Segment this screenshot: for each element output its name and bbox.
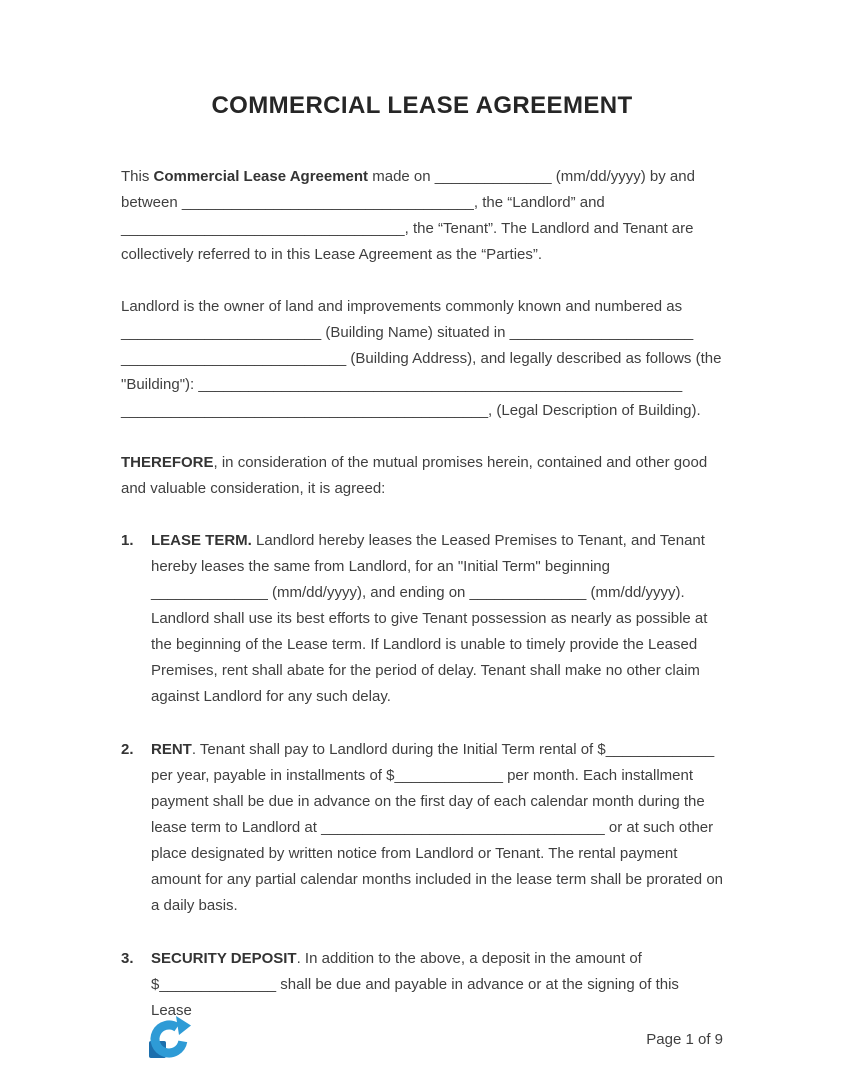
intro-paragraph bbox=[121, 164, 723, 268]
therefore-paragraph bbox=[121, 450, 723, 502]
clause-title: LEASE TERM. bbox=[151, 532, 252, 549]
intro-paragraph-bold: Commercial Lease Agreement bbox=[153, 168, 369, 185]
clause-text bbox=[151, 528, 723, 710]
page-number: Page 1 of 9 bbox=[646, 1030, 723, 1048]
clause-number: 2. bbox=[121, 741, 134, 758]
intro-paragraph-pre: This bbox=[121, 168, 154, 185]
therefore-rest: , in consideration of the mutual promises herein, contained and other good and valuable consideration, it is agreed: bbox=[121, 454, 708, 497]
clause-number: 3. bbox=[121, 950, 134, 967]
clause-body: . In addition to the above, a deposit in the amount of $______________ shall be due and payable in advance or at the signing of this Lease bbox=[151, 950, 679, 1019]
document-title: COMMERCIAL LEASE AGREEMENT bbox=[211, 92, 633, 119]
therefore-bold: THEREFORE bbox=[121, 454, 214, 471]
logo-arrowhead bbox=[176, 1016, 191, 1035]
clause-text bbox=[151, 737, 723, 919]
clause-security-deposit bbox=[121, 946, 723, 1024]
clause-title: SECURITY DEPOSIT bbox=[151, 950, 297, 967]
page-footer bbox=[121, 1016, 723, 1062]
building-paragraph: Landlord is the owner of land and improvements commonly known and numbered as ________________________ (Building Name) situated in ______________________ ___________________________ (Building Address), and legally described as follows (the "Building"): __________________________________________________________ ____________________________________________, (Legal Description of Building). bbox=[121, 298, 722, 419]
clause-body: . Tenant shall pay to Landlord during the Initial Term rental of $_____________ per year, payable in installments of $_____________ per month. Each installment payment shall be due in advance on the first day of each calendar month during the lease term to Landlord at __________________________________ or at such other place designated by written notice from Landlord or Tenant. The rental payment amount for any partial calendar months included in the lease term shall be prorated on a daily basis. bbox=[151, 741, 723, 914]
clause-rent bbox=[121, 737, 723, 919]
clause-lease-term bbox=[121, 528, 723, 710]
clause-title: RENT bbox=[151, 741, 192, 758]
clause-text bbox=[151, 946, 723, 1024]
clause-number: 1. bbox=[121, 532, 134, 549]
eforms-logo-svg bbox=[146, 1016, 192, 1062]
intro-paragraph-rest: made on ______________ (mm/dd/yyyy) by and between ___________________________________, the “Landlord” and __________________________________, the “Tenant”. The Landlord and Tenant are collectively referred to in this Lease Agreement as the “Parties”. bbox=[121, 168, 695, 263]
clause-body: Landlord hereby leases the Leased Premises to Tenant, and Tenant hereby leases the same from Landlord, for an "Initial Term" beginning ______________ (mm/dd/yyyy), and ending on ______________ (mm/dd/yyyy). Landlord shall use its best efforts to give Tenant possession as nearly as possible at the beginning of the Lease term. If Landlord is unable to timely provide the Leased Premises, rent shall abate for the period of delay. Tenant shall make no other claim against Landlord for any such delay. bbox=[151, 532, 708, 705]
clause-list bbox=[121, 528, 723, 1024]
eforms-logo-icon bbox=[146, 1016, 192, 1062]
